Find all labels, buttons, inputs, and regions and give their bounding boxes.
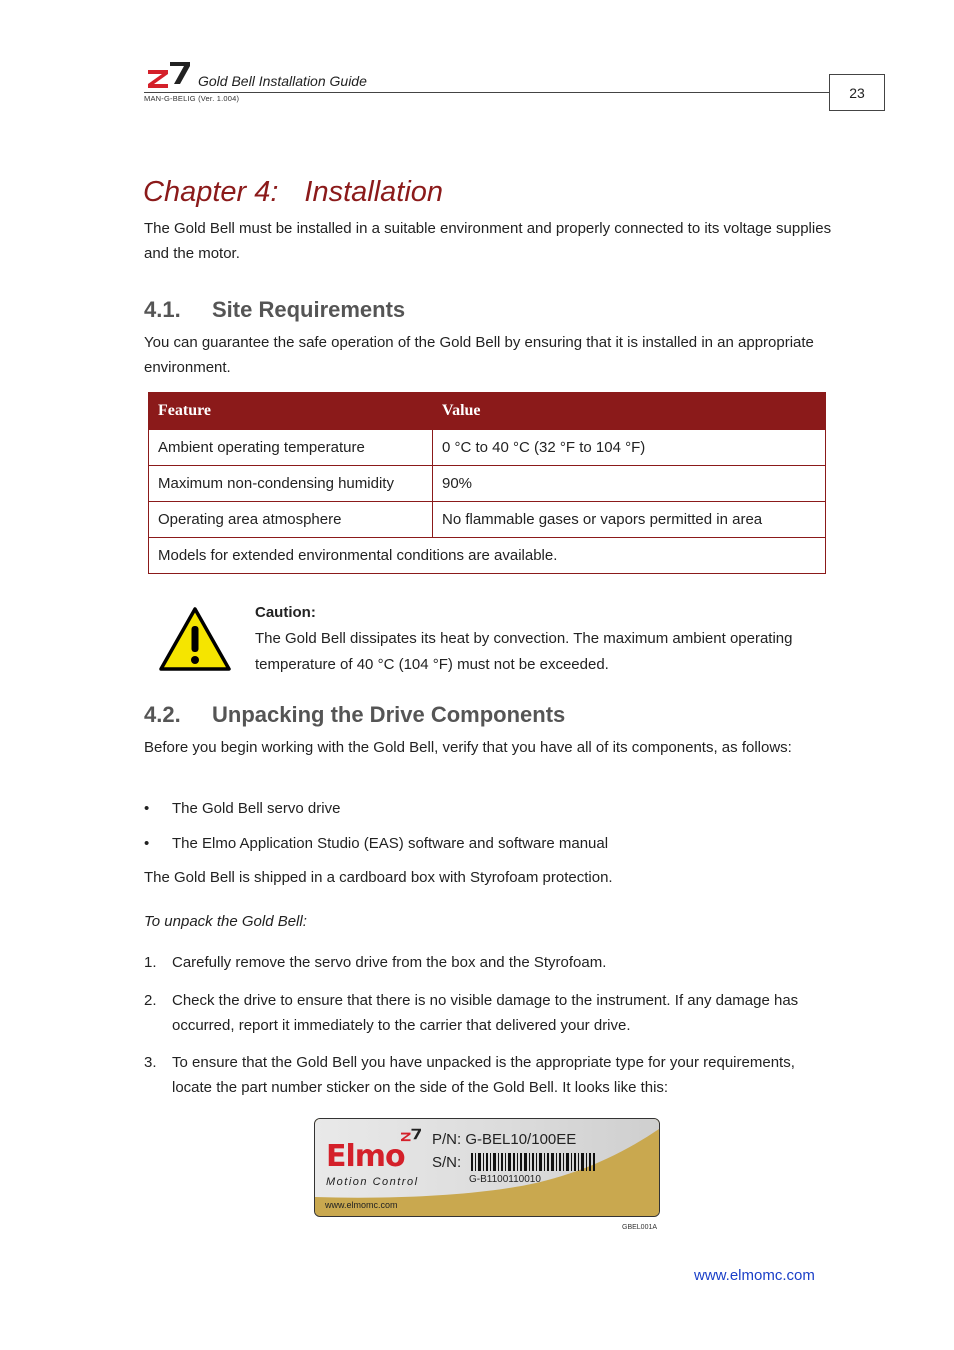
chapter-number: Chapter 4: [143, 176, 279, 208]
section-number: 4.1. [144, 297, 181, 322]
table-row [149, 430, 826, 466]
header-divider [144, 92, 830, 93]
header-doc-id: MAN-G-BELIG (Ver. 1.004) [144, 94, 240, 103]
chapter-intro: The Gold Bell must be installed in a suitable environment and properly connected to its voltage supplies and the motor. [144, 220, 832, 262]
caution-title: Caution: [255, 604, 316, 621]
section-number: 4.2. [144, 702, 181, 727]
table-header-feature: Feature [149, 393, 433, 430]
sticker-sn-label: S/N: [432, 1154, 462, 1171]
sticker-tagline: Motion Control [326, 1176, 419, 1188]
warning-triangle-icon [158, 606, 232, 672]
elmo-logo-icon [148, 58, 190, 88]
chapter-name: Installation [304, 176, 444, 208]
table-cell: Maximum non-condensing humidity [149, 466, 433, 502]
table-cell: Operating area atmosphere [149, 502, 433, 538]
page-number: 23 [829, 74, 885, 111]
header-title: Gold Bell Installation Guide [198, 73, 367, 89]
sticker-pn-value: G-BEL10/100EE [465, 1131, 577, 1148]
table-header-row [149, 393, 826, 430]
table-cell: Ambient operating temperature [149, 430, 433, 466]
barcode-icon [471, 1153, 596, 1171]
list-item: • The Elmo Application Studio (EAS) software and software manual [144, 831, 608, 856]
table-row [149, 466, 826, 502]
part-number-sticker [314, 1118, 660, 1217]
unpack-intro: Before you begin working with the Gold Bell, verify that you have all of its components, as follows: [144, 739, 792, 756]
sticker-pn [432, 1131, 576, 1148]
step-number: 2. [144, 992, 157, 1009]
section-heading-site [144, 297, 405, 323]
sticker-pn-label: P/N: [432, 1131, 462, 1148]
figure-code: GBEL001A [622, 1224, 658, 1231]
caution-text: The Gold Bell dissipates its heat by convection. The maximum ambient operating temperature of 40 °C (104 °F) must not be exceeded. [255, 630, 793, 673]
list-item: • The Gold Bell servo drive [144, 796, 608, 821]
step-text: To ensure that the Gold Bell you have unpacked is the appropriate type for your requirements, locate the part number sticker on the side of the Gold Bell. It looks like this: [172, 1054, 795, 1096]
table-cell: 0 °C to 40 °C (32 °F to 104 °F) [433, 430, 826, 466]
table-note: Models for extended environmental conditions are available. [149, 538, 826, 574]
table-note-row [149, 538, 826, 574]
table-row [149, 502, 826, 538]
step-number: 1. [144, 954, 157, 971]
list-item [144, 988, 834, 1038]
list-item [144, 950, 834, 975]
unpack-steps [144, 950, 834, 1100]
procedure-title: To unpack the Gold Bell: [144, 913, 307, 930]
table-cell: 90% [433, 466, 826, 502]
footer-website-link[interactable]: www.elmomc.com [694, 1267, 815, 1284]
section-heading-unpacking [144, 702, 565, 728]
step-number: 3. [144, 1054, 157, 1071]
step-text: Check the drive to ensure that there is no visible damage to the instrument. If any damage has occurred, report it immediately to the carrier that delivered your drive. [172, 992, 799, 1034]
site-intro: You can guarantee the safe operation of the Gold Bell by ensuring that it is installed in an appropriate environment. [144, 334, 814, 376]
list-item [144, 1050, 834, 1100]
chapter-title [143, 176, 443, 209]
sticker-url: www.elmomc.com [325, 1200, 398, 1210]
step-text: Carefully remove the servo drive from the box and the Styrofoam. [172, 954, 607, 971]
section-title: Unpacking the Drive Components [212, 702, 566, 727]
components-list [144, 796, 608, 856]
site-requirements-table [148, 392, 826, 574]
table-header-value: Value [433, 393, 826, 430]
sticker-brand: Elmo [326, 1139, 405, 1174]
table-cell: No flammable gases or vapors permitted in area [433, 502, 826, 538]
sticker-sn-value: G-B1100110010 [469, 1174, 541, 1185]
section-title: Site Requirements [212, 297, 406, 322]
shipping-note: The Gold Bell is shipped in a cardboard box with Styrofoam protection. [144, 869, 613, 886]
